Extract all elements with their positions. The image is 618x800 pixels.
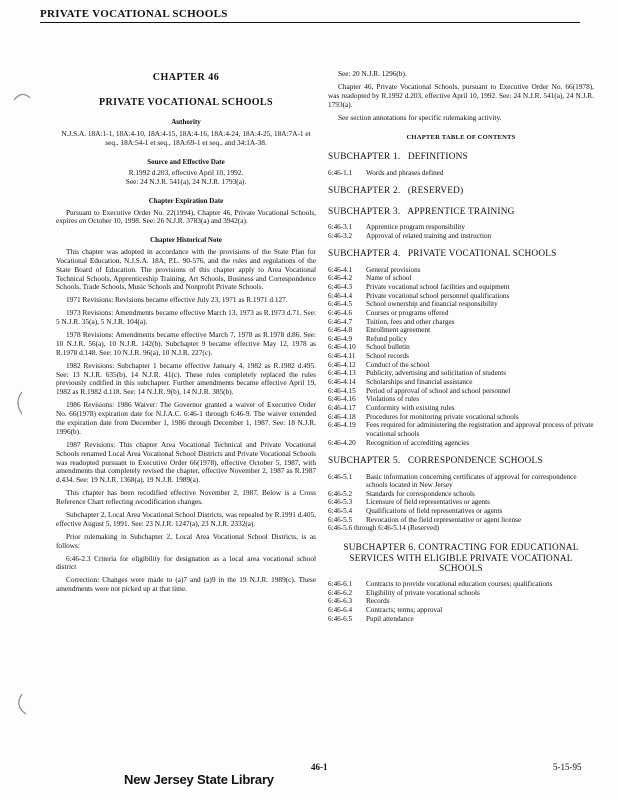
- right-column: [328, 70, 594, 627]
- section-title: Apprentice program responsibility: [366, 223, 466, 232]
- left-column: [56, 70, 316, 598]
- section-number: 6:46-6.5: [328, 614, 353, 623]
- section-title: Private vocational school facilities and equipment: [366, 283, 510, 291]
- history-heading: Chapter Historical Note: [150, 236, 222, 245]
- section-number: 6:46-4.6: [328, 308, 353, 317]
- section-title: Fees required for administering the registration and approval process of private vocational schools: [366, 421, 594, 438]
- subchapter-3-heading: [328, 207, 594, 218]
- section-number: 6:46-3.1: [328, 223, 353, 232]
- section-number: 6:46-6.3: [328, 597, 353, 606]
- subchapter-6-heading: SUBCHAPTER 6. CONTRACTING FOR EDUCATIONAL SERVICES WITH ELIGIBLE PRIVATE VOCATIONAL SCHOOLS: [343, 542, 579, 575]
- toc-entry: [328, 309, 594, 318]
- toc-entry: [328, 326, 594, 335]
- section-number: 6:46-5.5: [328, 515, 353, 524]
- section-number: 6:46-4.10: [328, 343, 356, 352]
- section-title: General provisions: [366, 265, 421, 274]
- section-title: Contracts; terms; approval: [366, 605, 443, 614]
- source-heading: Source and Effective Date: [147, 157, 225, 166]
- section-title: Period of approval of school and school personnel: [366, 386, 511, 395]
- subchapter-5-heading: [328, 456, 594, 467]
- section-number: 6:46-4.5: [328, 300, 353, 309]
- section-title: Records: [366, 597, 390, 606]
- section-number: 6:46-4.20: [328, 438, 356, 447]
- toc-entry: [328, 439, 594, 448]
- history-paragraph: 1986 Revisions: 1986 Waiver: The Governor granted a waiver of Executive Order No. 66(1978) expiration date for N.J.A.C. 6:46-1 through 6:46-9. The waiver extended the expiration date from December 1, 1986 through December 1, 1987. See: 18 N.J.R. 1996(b).: [56, 400, 316, 436]
- punch-hole-mark-middle: [8, 388, 36, 418]
- subchapter-5-sections: [328, 473, 594, 533]
- toc-entry: [328, 169, 594, 178]
- subchapter-1-sections: [328, 169, 594, 178]
- section-title: Standards for correspondence schools: [366, 489, 475, 498]
- section-title: Refund policy: [366, 334, 407, 343]
- section-title: Private vocational school personnel qualifications: [366, 291, 510, 300]
- subchapter-title: (RESERVED): [407, 186, 464, 197]
- subchapter-number: SUBCHAPTER 5.: [328, 456, 401, 467]
- see-line: See: 20 N.J.R. 1296(b).: [338, 69, 407, 78]
- toc-entry: [328, 369, 594, 378]
- history-paragraph: 1987 Revisions: This chapter Area Vocational Technical and Private Vocational Schools renamed Local Area Vocational School Districts and Private Vocational Schools was readopted pursuant to Executive Order 66(1978), effective October 5, 1987, with amendments that completely revised the chapter, effective November 2, 1987 as R.1987 d.434. See: 19 N.J.R. 1368(a), 19 N.J.R. 1989(a).: [56, 439, 316, 485]
- section-title: Procedures for monitoring private vocational schools: [366, 412, 519, 421]
- subchapter-1-heading: [328, 152, 594, 163]
- section-number: 6:46-1.1: [328, 168, 353, 177]
- section-title: Conduct of the school: [366, 360, 430, 369]
- toc-entry: [328, 516, 594, 525]
- toc-entry: [328, 266, 594, 275]
- section-number: 6:46-3.2: [328, 231, 353, 240]
- subchapter-4-heading: [328, 249, 594, 260]
- source-line-2: See: 24 N.J.R. 541(a), 24 N.J.R. 1793(a).: [125, 177, 247, 187]
- section-number: 6:46-4.19: [328, 421, 356, 430]
- punch-hole-mark-top: [8, 82, 36, 112]
- section-number: 6:46-6.4: [328, 605, 353, 614]
- section-title: Pupil attendance: [366, 614, 414, 623]
- toc-entry: [328, 473, 594, 490]
- toc-entry: [328, 274, 594, 283]
- toc-entry: [328, 498, 594, 507]
- history-paragraph: Prior rulemaking in Subchapter 2, Local Area Vocational School Districts, is as follows:: [56, 531, 316, 550]
- history-paragraph: This chapter has been recodified effective November 2, 1987. Below is a Cross Reference Chart reflecting recodification changes.: [56, 488, 316, 507]
- expiration-text: Pursuant to Executive Order No. 22(1994), Chapter 46, Private Vocational Schools, expires on October 10, 1998. See: 26 N.J.R. 3783(a) and 3942(a).: [56, 207, 316, 226]
- section-number: 6:46-4.2: [328, 274, 353, 283]
- section-number: 6:46-4.12: [328, 360, 356, 369]
- page-number: 46-1: [311, 762, 328, 772]
- subchapter-number: SUBCHAPTER 1.: [328, 152, 401, 163]
- subchapter-2-heading: [328, 186, 594, 197]
- section-number: 6:46-5.2: [328, 489, 353, 498]
- subchapter-number: SUBCHAPTER 3.: [328, 206, 401, 217]
- toc-entry: [328, 490, 594, 499]
- section-title: School records: [366, 352, 409, 361]
- toc-entry: [328, 606, 594, 615]
- section-number: 6:46-4.7: [328, 317, 353, 326]
- toc-entry: [328, 580, 594, 589]
- section-number: 6:46-4.11: [328, 352, 356, 361]
- section-title: Violations of rules: [366, 395, 420, 404]
- section-number: 6:46-5.3: [328, 498, 353, 507]
- toc-entry: [328, 335, 594, 344]
- subchapter-4-sections: [328, 266, 594, 447]
- section-title: School bulletin: [366, 343, 410, 352]
- toc-entry: [328, 283, 594, 292]
- punch-hole-mark-bottom: [8, 690, 36, 720]
- section-number: 6:46-4.3: [328, 283, 353, 291]
- section-number: 6:46-4.14: [328, 378, 356, 387]
- expiration-heading: Chapter Expiration Date: [148, 197, 224, 205]
- history-paragraph: 6:46-2.3 Criteria for eligibility for designation as a local area vocational school district: [56, 553, 316, 572]
- section-number: 6:46-6.2: [328, 588, 353, 597]
- section-title: Tuition, fees and other charges: [366, 317, 455, 326]
- subchapter-number: SUBCHAPTER 4.: [328, 249, 401, 260]
- section-number: 6:46-4.15: [328, 386, 356, 395]
- toc-entry: [328, 232, 594, 241]
- toc-entry: [328, 524, 594, 533]
- authority-text: N.J.S.A. 18A:1-1, 18A:4-10, 18A:4-15, 18A:4-16, 18A:4-24, 18A:4-25, 18A:7A-1 et seq., 18A:54-1 et seq., 18A:69-1 et seq., and 34:1A-38.: [61, 128, 311, 147]
- section-number: 6:46-5.1: [328, 472, 353, 481]
- toc-entry: [328, 343, 594, 352]
- section-number: 6:46-4.4: [328, 291, 353, 300]
- history-paragraph: 1982 Revisions: Subchapter 1 became effective January 4, 1982 as R.1982 d.495. See: 13 N.J.R. 635(b), 14 N.J.R. 41(c). These rules completely replaced the rules previously codified in this subchapter. Further amendments became effective April 19, 1982 as R.1982 d.118. See: 14 N.J.R. 9(b), 14 N.J.R. 385(b).: [56, 360, 316, 397]
- section-title: Name of school: [366, 274, 412, 283]
- toc-entry: [328, 300, 594, 309]
- toc-entry: [328, 352, 594, 361]
- section-number: 6:46-4.16: [328, 395, 356, 404]
- toc-entry: [328, 589, 594, 598]
- toc-entry: [328, 507, 594, 516]
- section-title: Scholarships and financial assistance: [366, 378, 473, 387]
- subchapter-title: DEFINITIONS: [407, 152, 468, 163]
- subchapter-title: CORRESPONDENCE SCHOOLS: [407, 456, 543, 467]
- history-paragraph: 1978 Revisions: Amendments became effective March 7, 1978 as R.1978 d.86. See: 10 N.J.R. 56(a), 10 N.J.R. 142(b). Subchapter 9 became effective May 12, 1978 as R.1978 d.148. See: 10 N.J.R. 96(a), 10 N.J.R. 227(c).: [56, 329, 316, 357]
- section-title: Revocation of the field representative or agent license: [366, 515, 522, 524]
- subchapter-title: APPRENTICE TRAINING: [407, 206, 515, 217]
- section-number: 6:46-4.8: [328, 326, 353, 335]
- subchapter-6-sections: [328, 580, 594, 623]
- toc-entry: [328, 318, 594, 327]
- history-paragraph: Subchapter 2, Local Area Vocational School Districts, was repealed by R.1991 d.405, effective August 5, 1991. See: 23 N.J.R. 1247(a), 23 N.J.R. 2332(a).: [56, 510, 316, 528]
- toc-entry: [328, 361, 594, 370]
- toc-heading: CHAPTER TABLE OF CONTENTS: [406, 134, 516, 142]
- section-title: Publicity, advertising and solicitation of students: [366, 369, 507, 378]
- section-number: 6:46-4.17: [328, 403, 356, 412]
- toc-entry: [328, 395, 594, 404]
- history-paragraph: 1973 Revisions: Amendments became effective March 13, 1973 as R.1973 d.71. See: 5 N.J.R. 35(a), 5 N.J.R. 104(a).: [56, 308, 316, 327]
- section-title: Conformity with existing rules: [366, 403, 455, 412]
- section-title: Recognition of accrediting agencies: [366, 438, 470, 447]
- subchapter-3-sections: [328, 223, 594, 240]
- section-title: 6:46-5.6 through 6:46-5.14 (Reserved): [328, 524, 440, 533]
- chapter-number: CHAPTER 46: [152, 72, 220, 83]
- annotations-text: See section annotations for specific rulemaking activity.: [338, 112, 502, 122]
- subchapter-number: SUBCHAPTER 2.: [328, 186, 401, 197]
- section-title: Contracts to provide vocational education courses; qualifications: [366, 580, 553, 589]
- toc-entry: [328, 292, 594, 301]
- section-title: Qualifications of field representatives or agents: [366, 507, 503, 516]
- section-title: Words and phrases defined: [366, 168, 444, 177]
- section-number: 6:46-4.13: [328, 369, 356, 378]
- section-title: Courses or programs offered: [366, 308, 449, 317]
- section-number: 6:46-5.4: [328, 507, 353, 516]
- toc-entry: [328, 387, 594, 396]
- source-line-1: R.1992 d.203, effective April 10, 1992.: [128, 168, 244, 178]
- section-title: Enrollment agreement: [366, 326, 431, 335]
- section-number: 6:46-4.1: [328, 265, 353, 274]
- history-paragraph: Correction: Changes were made to (a)7 and (a)9 in the 19 N.J.R. 1989(c). These amendments were not picked up at that time.: [56, 575, 316, 594]
- section-title: Approval of related training and instruction: [366, 231, 492, 240]
- toc-entry: [328, 597, 594, 606]
- history-paragraph: 1971 Revisions: Revisions became effective July 23, 1971 as R.1971 d.127.: [66, 295, 288, 305]
- revision-date: 5-15-95: [553, 762, 582, 772]
- toc-entry: [328, 413, 594, 422]
- authority-heading: Authority: [171, 118, 201, 127]
- subchapter-title: PRIVATE VOCATIONAL SCHOOLS: [407, 249, 557, 260]
- section-number: 6:46-4.18: [328, 412, 356, 421]
- section-title: Licensure of field representatives or agents: [366, 498, 490, 507]
- history-paragraph: This chapter was adopted in accordance with the provisions of the State Plan for Vocational Education, N.J.S.A. 18A, P.L. 90-576, and the rules and regulations of the State Board of Education. The provisions of this chapter apply to Area Vocational Technical Schools, Apprenticeship Training, Art Schools, Business and Correspondence Schools, Trade Schools, Music Schools and Nonprofit Private Schools.: [56, 246, 316, 292]
- section-number: 6:46-4.9: [328, 334, 353, 343]
- readopt-text: Chapter 46, Private Vocational Schools, pursuant to Executive Order No. 66(1978), was readopted by R.1992 d.203, effective April 10, 1992. See: 24 N.J.R. 541(a), 24 N.J.R. 1793(a).: [328, 81, 594, 109]
- toc-entry: [328, 615, 594, 624]
- chapter-title: PRIVATE VOCATIONAL SCHOOLS: [99, 97, 273, 109]
- running-header: PRIVATE VOCATIONAL SCHOOLS: [40, 8, 580, 23]
- library-stamp: New Jersey State Library: [124, 772, 274, 787]
- section-title: Basic information concerning certificates of approval for correspondence schools located in New Jersey: [366, 472, 577, 490]
- section-number: 6:46-6.1: [328, 580, 353, 589]
- toc-entry: [328, 223, 594, 232]
- section-title: Eligibility of private vocational schools: [366, 588, 480, 597]
- toc-entry: [328, 421, 594, 438]
- toc-entry: [328, 404, 594, 413]
- toc-entry: [328, 378, 594, 387]
- section-title: School ownership and financial responsibility: [366, 300, 498, 309]
